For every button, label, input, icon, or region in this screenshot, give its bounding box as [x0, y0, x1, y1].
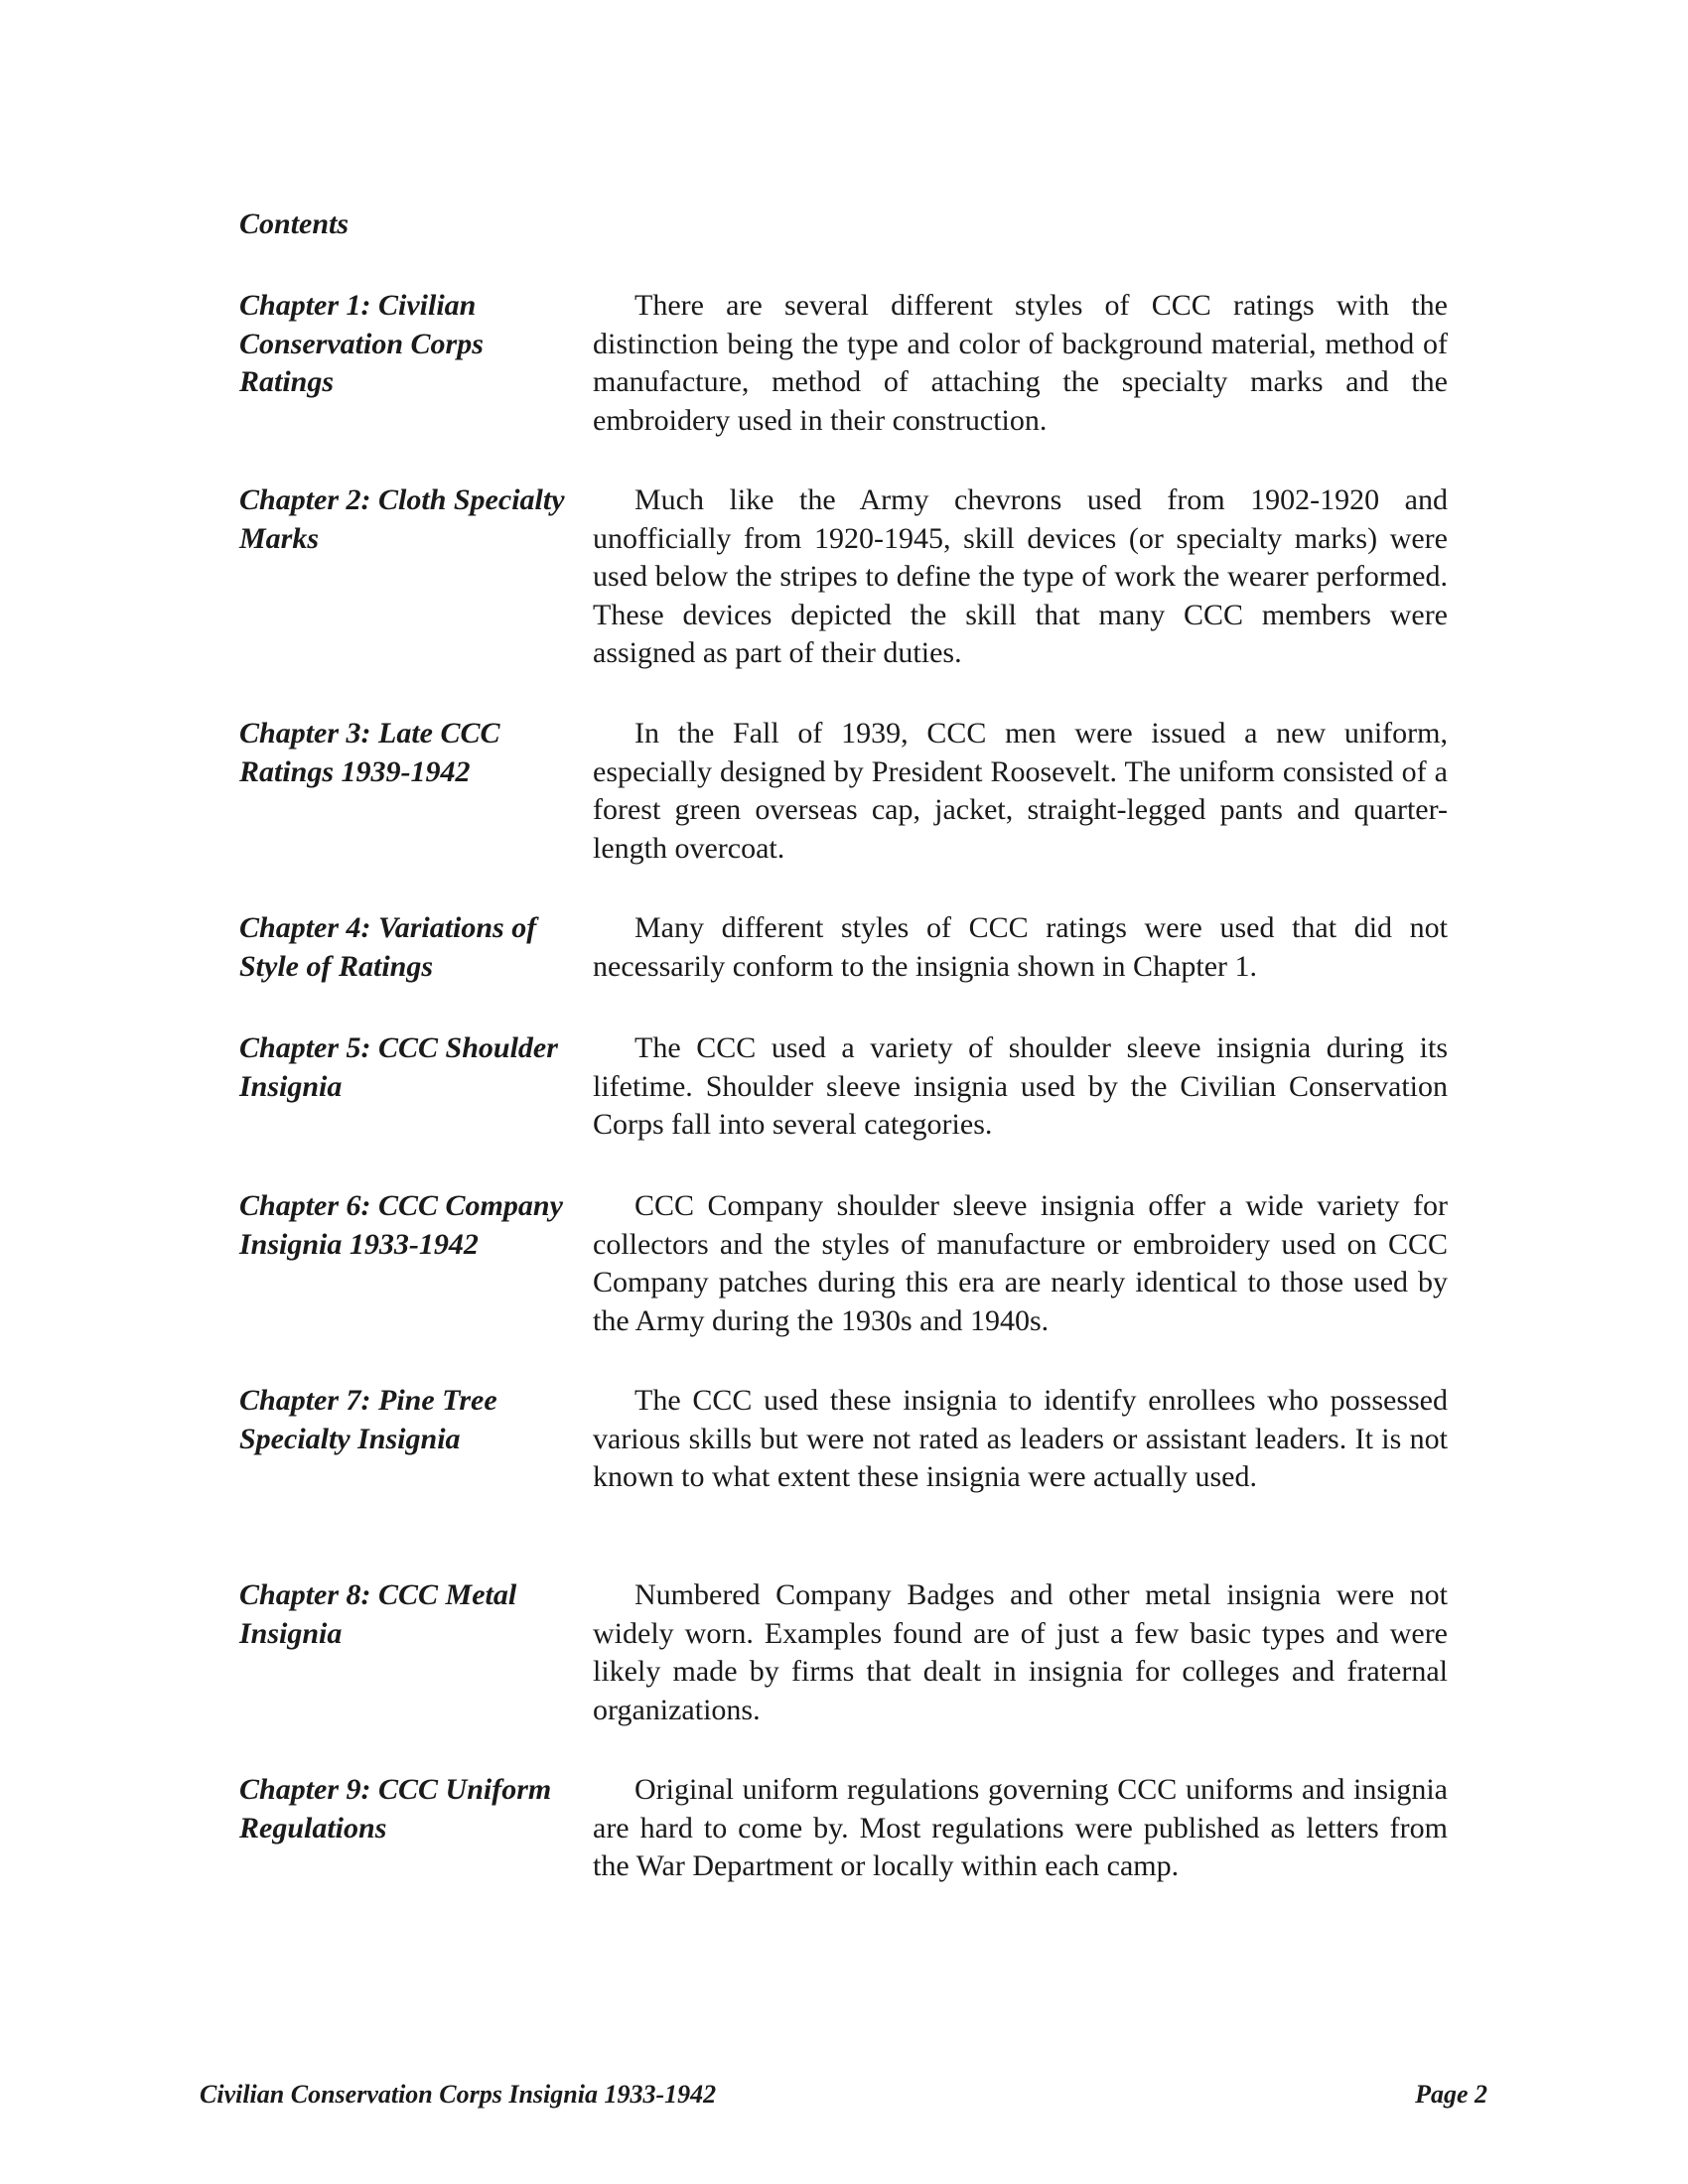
- chapter-description: In the Fall of 1939, CCC men were issued a new uniform, especially designed by President Roosevelt. The uniform consisted of a forest green overseas cap, jacket, straight-legged pants and quarter-length overcoat.: [593, 717, 1448, 865]
- chapter-title: Chapter 9: CCC Uniform Regulations: [239, 1773, 552, 1844]
- toc-entry-chapter-3: [239, 715, 1448, 909]
- toc-entry-chapter-7: [239, 1382, 1448, 1576]
- toc-entry-chapter-6: [239, 1187, 1448, 1382]
- footer-document-title: Civilian Conservation Corps Insignia 1933-1942: [200, 2080, 717, 2109]
- chapter-description: The CCC used a variety of shoulder sleeve insignia during its lifetime. Shoulder sleeve insignia used by the Civilian Conservation Corps fall into several categories.: [593, 1031, 1448, 1141]
- chapter-title: Chapter 7: Pine Tree Specialty Insignia: [239, 1384, 497, 1455]
- chapter-title: Chapter 8: CCC Metal Insignia: [239, 1578, 517, 1650]
- toc-entry-chapter-1: [239, 287, 1448, 481]
- toc-entry-chapter-8: [239, 1576, 1448, 1771]
- chapter-title: Chapter 3: Late CCC Ratings 1939-1942: [239, 717, 500, 788]
- chapter-title: Chapter 5: CCC Shoulder Insignia: [239, 1031, 558, 1103]
- chapter-title: Chapter 4: Variations of Style of Ratings: [239, 911, 537, 983]
- chapter-description: CCC Company shoulder sleeve insignia offer a wide variety for collectors and the styles of manufacture or embroidery used on CCC Company patches during this era are nearly identical to those used by the Army during the 1930s and 1940s.: [593, 1189, 1448, 1337]
- toc-entry-chapter-5: [239, 1029, 1448, 1187]
- chapter-title: Chapter 1: Civilian Conservation Corps Ratings: [239, 289, 484, 398]
- chapter-description: The CCC used these insignia to identify enrollees who possessed various skills but were not rated as leaders or assistant leaders. It is not known to what extent these insignia were actually used.: [593, 1384, 1448, 1493]
- toc-entry-chapter-4: [239, 909, 1448, 1029]
- toc-entry-chapter-2: [239, 481, 1448, 715]
- chapter-description: Many different styles of CCC ratings were used that did not necessarily conform to the insignia shown in Chapter 1.: [593, 911, 1448, 983]
- chapter-title: Chapter 2: Cloth Specialty Marks: [239, 483, 565, 555]
- page-title: Contents: [239, 207, 350, 240]
- chapter-title: Chapter 6: CCC Company Insignia 1933-1942: [239, 1189, 563, 1261]
- toc-entry-chapter-9: [239, 1771, 1448, 1929]
- chapter-description: Original uniform regulations governing CCC uniforms and insignia are hard to come by. Most regulations were published as letters from the War Department or locally within each camp.: [593, 1773, 1448, 1882]
- chapter-description: Much like the Army chevrons used from 1902-1920 and unofficially from 1920-1945, skill devices (or specialty marks) were used below the stripes to define the type of work the wearer performed. These devices depicted the skill that many CCC members were assigned as part of their duties.: [593, 483, 1448, 669]
- footer-page-number: Page 2: [1415, 2080, 1487, 2109]
- chapter-description: Numbered Company Badges and other metal insignia were not widely worn. Examples found are of just a few basic types and were likely made by firms that dealt in insignia for colleges and fraternal organizations.: [593, 1578, 1448, 1726]
- table-of-contents: [239, 287, 1448, 1929]
- chapter-description: There are several different styles of CCC ratings with the distinction being the type and color of background material, method of manufacture, method of attaching the specialty marks and the embroidery used in their construction.: [593, 289, 1448, 437]
